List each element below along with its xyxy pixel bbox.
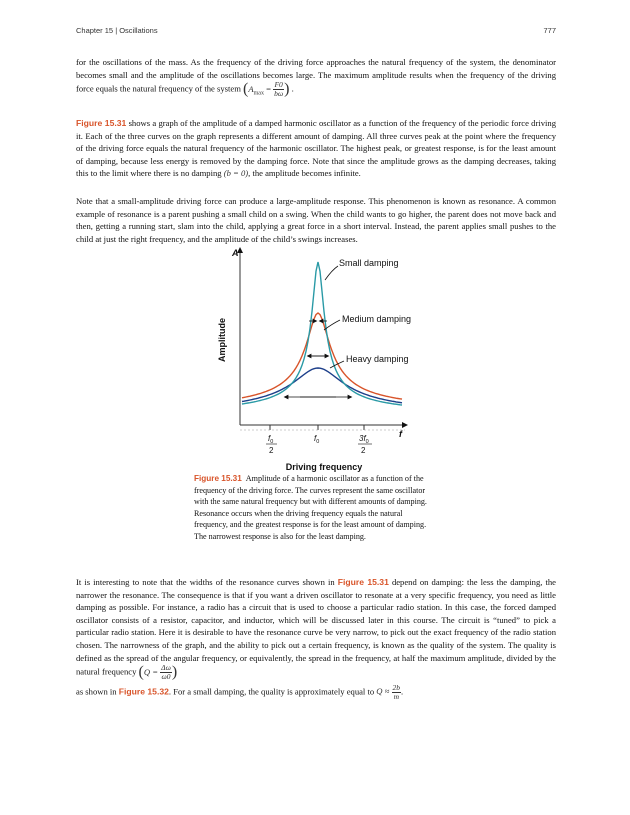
paragraph-resonance: Note that a small-amplitude driving force can produce a large-amplitude response. This phenomenon is known as resonance. A common example of resonance is a parent pushing a small child on a swing. When the child wants to go higher, the parent does not move back and then, getting a running start, slam into the child, applying a great force in a short interval. Instead, the parent applies small pushes to the child at just the right frequency, and the amplitude of the child’s swings increases.	[76, 196, 556, 244]
resonance-chart	[200, 240, 430, 475]
page-number: 777	[543, 26, 556, 35]
resonance-chart-svg	[200, 240, 430, 475]
svg-text:f0: $f_0$	[314, 434, 320, 445]
caption-label: Figure 15.31	[194, 474, 242, 483]
heavy-damping-curve	[242, 368, 402, 403]
label-small-damping: Small damping	[339, 258, 399, 268]
svg-text:3f0: $3f_0$	[359, 434, 369, 445]
caption-text: Amplitude of a harmonic oscillator as a function of the frequency of the driving force. The curves represent the same oscillator with the same natural frequency but with different amounts of damping. Resonance occurs when the driving frequency equals the natural frequency, and the greatest response is for the least amount of damping. The narrowest response is also for the least damping.	[194, 474, 427, 541]
x-axis-label: Driving frequency	[285, 462, 363, 472]
quality-approx-formula: Q ≈ $\frac{2b}{m}$	[376, 683, 401, 701]
paragraph-figure-description: Figure 15.31 shows a graph of the amplitude of a damped harmonic oscillator as a function of the frequency of the periodic force driving it. Each of the three curves on the graph represents a different amount of damping. All three curves peak at the point where the frequency of the driving force equals the natural frequency of the harmonic oscillator. The highest peak, or greatest response, is for the least amount of damping, because less energy is removed by the damping force. Note that since the amplitude grows as the damping decreases, taking this to the limit where there is no damping (b = 0), the amplitude becomes infinite.	[76, 118, 556, 179]
svg-text:f0: $f_0$	[268, 434, 274, 445]
paragraph-quality: It is interesting to note that the widths of the resonance curves shown in Figure 15.31 depend on damping: the less the damping, the narrower the resonance. The consequence is that if you want a driven oscillator to resonate at a very specific frequency, you need as little damping as possible. For instance, a radio has a circuit that is used to choose a particular radio station. In this case, the forced damped oscillator consists of a resistor, capacitor, and inductor, which will be discussed later in this course. The circuit is “tuned” to pick a particular radio station. Here it is desirable to have the resonance curve be very narrow, to pick out the exact frequency of the radio station chosen. The narrowness of the graph, and the ability to pick out a certain frequency, is known as the quality of the system. The quality is defined as the spread of the angular frequency, or equivalently, the spread in the frequency, at half the maximum amplitude, divided by the natural frequency (Q = $\frac{\Delta\omega}{\omega 0}$ )	[76, 577, 557, 682]
y-axis-letter: A	[232, 248, 239, 258]
x-axis-letter: f	[399, 429, 402, 439]
page-header	[76, 26, 556, 38]
leader-medium	[324, 320, 340, 330]
quality-definition-formula: (Q = $\frac{\Delta\omega}{\omega 0}$ )	[138, 663, 178, 682]
paragraph-amplitude: for the oscillations of the mass. As the frequency of the driving force approaches the natural frequency of the system, the denominator becomes small and the amplitude of the oscillations becomes large. The maximum amplitude results when the frequency of the driving force equals the natural frequency of the system ($A_{max}$ = $\frac{F0}{b\omega}$ ) .	[76, 57, 556, 99]
paragraph-quality-small-damping: as shown in Figure 15.32. For a small damping, the quality is approximately equal to Q ≈ $\frac{2b}{m}$ .	[76, 683, 404, 701]
leader-small	[325, 266, 338, 280]
label-medium-damping: Medium damping	[342, 314, 412, 324]
figure-link-1532[interactable]: Figure 15.32	[118, 686, 169, 697]
figure-link-1531[interactable]: Figure 15.31	[337, 577, 389, 587]
small-damping-curve	[242, 262, 402, 405]
tick-label-f0	[314, 434, 319, 445]
tick-label-half	[266, 434, 277, 455]
chapter-title: Chapter 15 | Oscillations	[76, 26, 158, 35]
figure-link[interactable]: Figure 15.31	[76, 118, 127, 128]
svg-text:2: 2	[361, 446, 366, 455]
no-damping-formula: (b = 0)	[223, 168, 249, 179]
amplitude-max-formula: ($A_{max}$ = $\frac{F0}{b\omega}$ )	[243, 80, 290, 99]
svg-text:2: 2	[269, 446, 274, 455]
paragraph-text: for the oscillations of the mass. As the frequency of the driving force approaches the natural frequency of the system, the denominator becomes small and the amplitude of the oscillations becomes large. The maximum amplitude results when the frequency of the driving force equals the natural frequency of the system	[76, 57, 556, 94]
tick-label-three-half	[358, 434, 372, 455]
label-heavy-damping: Heavy damping	[346, 354, 409, 364]
figure-caption	[194, 473, 434, 543]
y-axis-label: Amplitude	[217, 318, 227, 362]
